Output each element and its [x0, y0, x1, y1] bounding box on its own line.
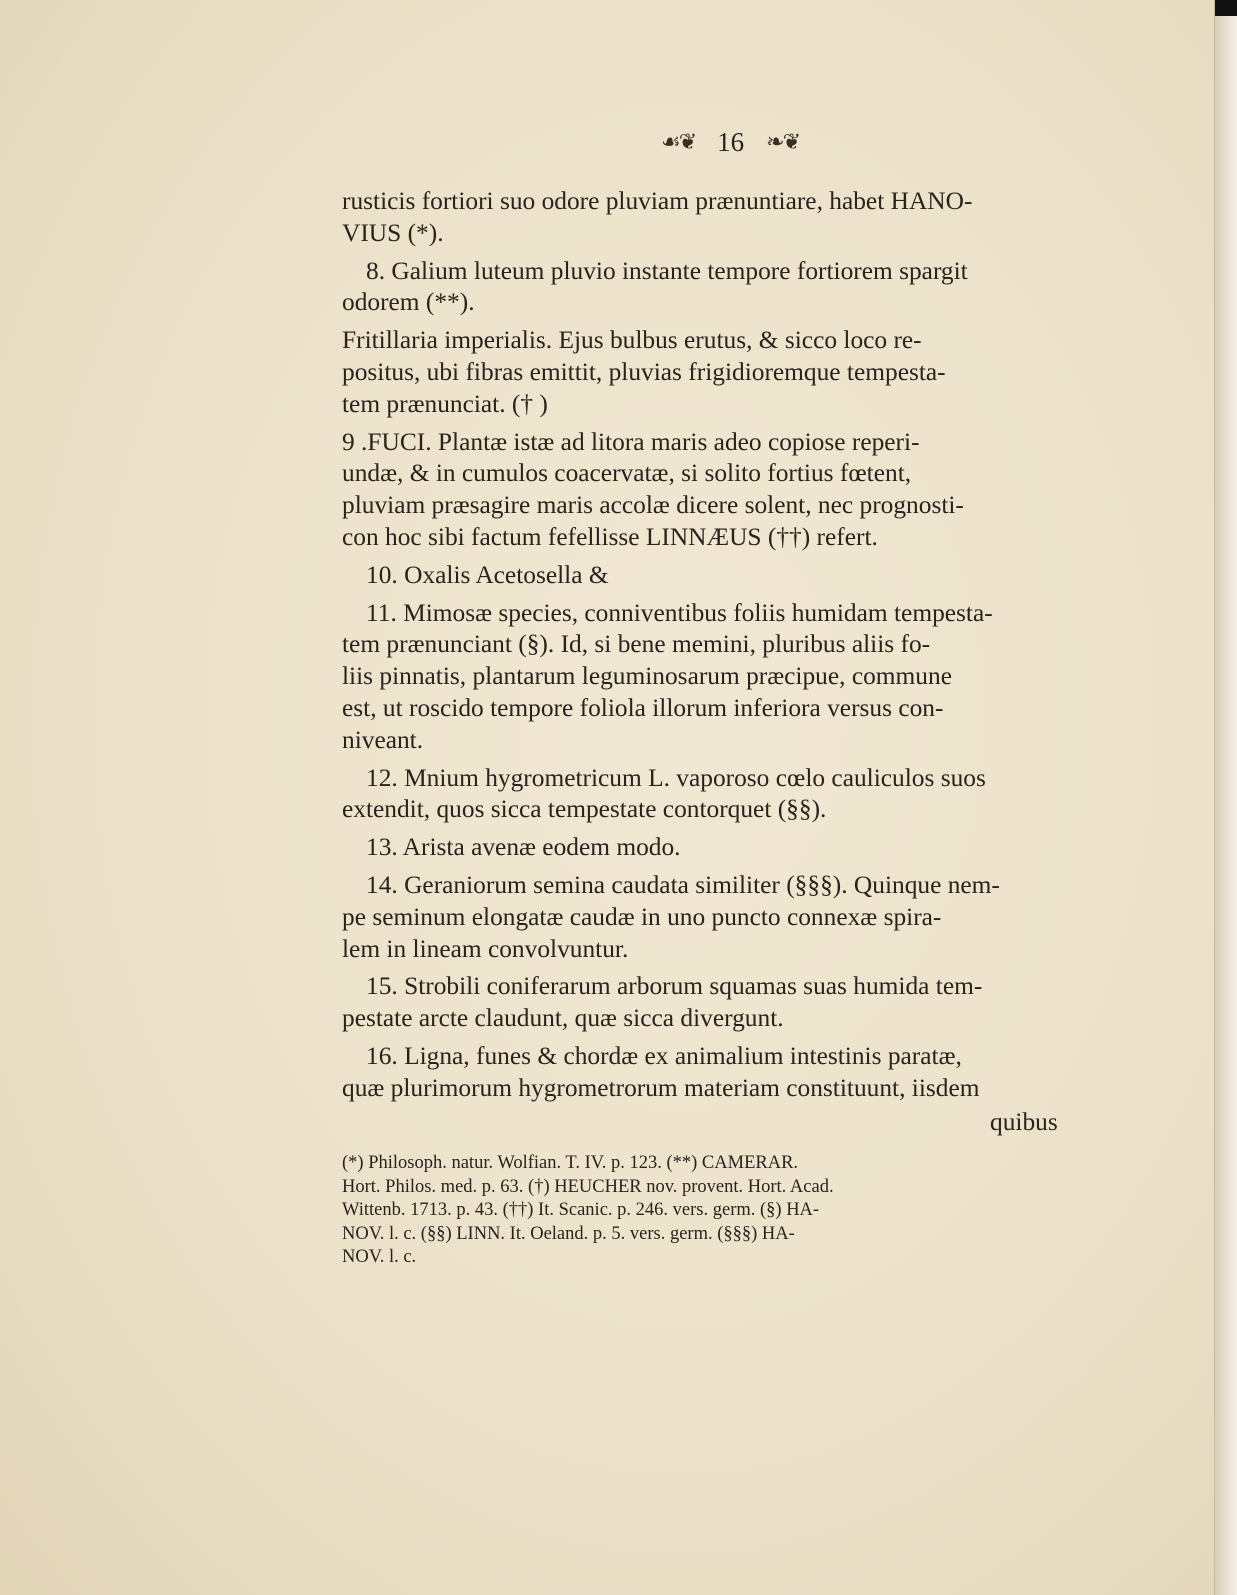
footnote-line: (*) Philosoph. natur. Wolfian. T. IV. p. 123. (**) CAMERAR. [342, 1153, 799, 1173]
fleuron-left-icon: ☙❦ [660, 129, 696, 155]
text-line: VIUS (*). [342, 218, 444, 247]
main-text [342, 186, 1132, 1105]
text-line: pe seminum elongatæ caudæ in uno puncto connexæ spira- [342, 902, 942, 931]
text-line: 11. Mimosæ species, conniventibus foliis humidam tempesta- [366, 598, 993, 627]
text-line: 12. Mnium hygrometricum L. vaporoso cœlo cauliculos suos [366, 763, 986, 792]
text-line: extendit, quos sicca tempestate contorquet (§§). [342, 795, 827, 824]
text-line: positus, ubi fibras emittit, pluvias frigidioremque tempesta- [342, 357, 946, 386]
paragraph [342, 560, 1132, 592]
text-line: quæ plurimorum hygrometrorum materiam constituunt, iisdem [342, 1073, 980, 1102]
paragraph [342, 763, 1132, 827]
text-line: 8. Galium luteum pluvio instante tempore fortiorem spargit [366, 256, 968, 285]
paragraph [342, 870, 1132, 965]
text-line: liis pinnatis, plantarum leguminosarum præcipue, commune [342, 662, 952, 691]
text-line: tem prænunciat. († ) [342, 389, 548, 418]
paragraph [342, 186, 1132, 250]
paragraph [342, 971, 1132, 1035]
text-line: 15. Strobili coniferarum arborum squamas suas humida tem- [366, 972, 983, 1001]
paragraph [342, 598, 1132, 757]
text-line: 10. Oxalis Acetosella & [366, 560, 609, 589]
text-line: lem in lineam convolvuntur. [342, 934, 629, 963]
catchword: quibus [990, 1108, 1058, 1136]
text-line: pluviam præsagire maris accolæ dicere solent, nec prognosti- [342, 491, 964, 520]
text-line: undæ, & in cumulos coacervatæ, si solito fortius fœtent, [342, 459, 912, 488]
footnote-line: NOV. l. c. [342, 1247, 417, 1267]
text-line: odorem (**). [342, 288, 475, 317]
page-number: 16 [717, 126, 745, 157]
page-edge [1214, 0, 1237, 1595]
paragraph [342, 1041, 1132, 1105]
paragraph [342, 832, 1132, 864]
text-line: niveant. [342, 725, 424, 754]
paragraph [342, 256, 1132, 288]
text-line: Fritillaria imperialis. Ejus bulbus erutus, & sicco loco re- [342, 326, 922, 355]
text-line: 9 .FUCI. Plantæ istæ ad litora maris adeo copiose reperi- [342, 427, 920, 456]
page-header [620, 122, 840, 162]
footnotes [342, 1152, 1132, 1270]
text-line: rusticis fortiori suo odore pluviam prænuntiare, habet HANO- [342, 187, 973, 215]
paragraph [342, 427, 1132, 554]
text-line: tem prænunciant (§). Id, si bene memini, pluribus aliis fo- [342, 630, 931, 659]
text-line: est, ut roscido tempore foliola illorum inferiora versus con- [342, 693, 944, 722]
fleuron-right-icon: ❧❦ [766, 129, 800, 155]
footnote-line: NOV. l. c. (§§) LINN. It. Oeland. p. 5. vers. germ. (§§§) HA- [342, 1223, 795, 1244]
text-line: pestate arcte claudunt, quæ sicca divergunt. [342, 1004, 784, 1033]
scan-corner [1215, 0, 1237, 16]
text-line: 13. Arista avenæ eodem modo. [366, 833, 681, 862]
text-line: 16. Ligna, funes & chordæ ex animalium intestinis paratæ, [366, 1041, 962, 1070]
text-line: con hoc sibi factum fefellisse LINNÆUS (††) refert. [342, 522, 878, 551]
footnote-line: Hort. Philos. med. p. 63. (†) HEUCHER nov. provent. Hort. Acad. [342, 1176, 834, 1197]
paragraph-cont [342, 287, 1132, 319]
footnote-line: Wittenb. 1713. p. 43. (††) It. Scanic. p. 246. vers. germ. (§) HA- [342, 1200, 820, 1220]
paragraph [342, 325, 1132, 420]
text-line: 14. Geraniorum semina caudata similiter (§§§). Quinque nem- [366, 870, 1000, 899]
